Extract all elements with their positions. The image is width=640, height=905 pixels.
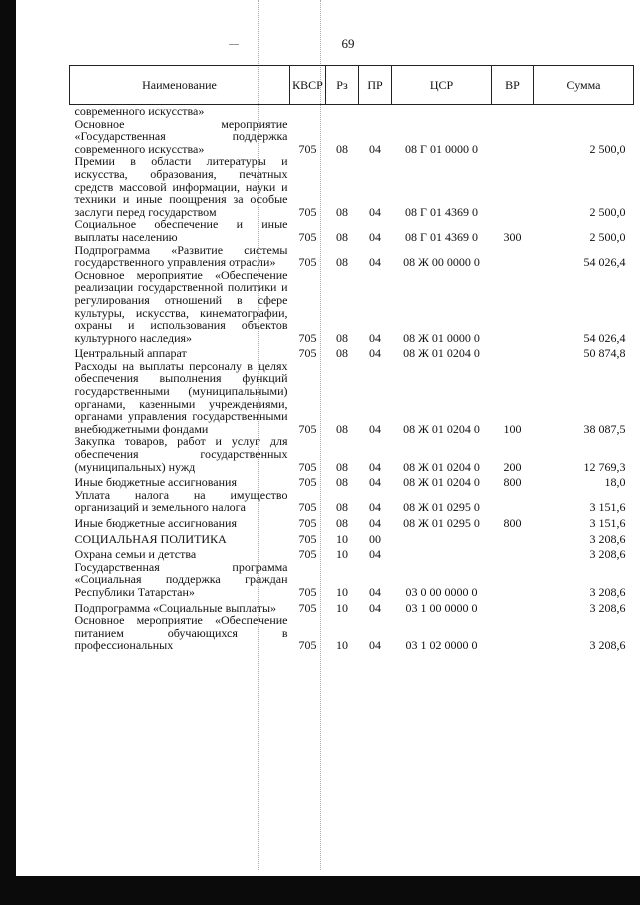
row-kvsr: 705: [298, 500, 317, 515]
header-kvsr: КВСР: [290, 66, 326, 105]
row-vr: [492, 155, 534, 218]
row-csr: 08 Г 01 0000 0: [405, 141, 478, 156]
row-pr: 04: [369, 229, 381, 244]
row-name: Уплата налога на имущество организаций и земельного налога: [74, 487, 288, 515]
row-name: Основное мероприятие «Обеспечение реализации государственной политики и регулирования отношений в сфере культуры, искусства, кинематографии, охраны и использования объектов культурного наследия»: [74, 267, 288, 345]
row-vr: [492, 614, 534, 652]
row-vr: [492, 489, 534, 514]
table-row: [70, 269, 634, 345]
row-sum: 38 087,5: [583, 421, 626, 436]
row-name: СОЦИАЛЬНАЯ ПОЛИТИКА: [74, 531, 227, 546]
row-vr: [492, 545, 534, 561]
row-name: Государственная программа «Социальная поддержка граждан Республики Татарстан»: [74, 559, 288, 599]
table-header-row: [70, 66, 634, 105]
header-pr: ПР: [359, 66, 392, 105]
row-kvsr: 705: [298, 547, 317, 562]
row-csr: 08 Ж 01 0000 0: [403, 330, 480, 345]
row-csr: 08 Г 01 4369 0: [405, 204, 478, 219]
row-rz: 08: [336, 459, 348, 474]
row-sum: 3 208,6: [589, 600, 626, 615]
row-name: Подпрограмма «Социальные выплаты»: [74, 600, 277, 615]
row-kvsr: [290, 105, 326, 118]
row-pr: [359, 105, 392, 118]
header-csr: ЦСР: [392, 66, 492, 105]
row-sum: 12 769,3: [583, 459, 626, 474]
row-pr: 04: [369, 547, 381, 562]
row-csr: 08 Ж 01 0204 0: [403, 346, 480, 361]
row-kvsr: 705: [298, 330, 317, 345]
row-rz: 10: [336, 600, 348, 615]
scan-border-left: [0, 0, 16, 905]
page-number: 69: [341, 36, 355, 51]
row-name: Закупка товаров, работ и услуг для обеспечения государственных (муниципальных) нужд: [74, 434, 288, 474]
row-rz: 08: [336, 330, 348, 345]
row-name: Основное мероприятие «Обеспечение питанием обучающихся в профессиональных: [74, 613, 288, 653]
row-csr: [392, 530, 492, 546]
row-rz: 10: [336, 638, 348, 653]
row-sum: 54 026,4: [583, 330, 626, 345]
table-row: [70, 614, 634, 652]
table-row: [70, 489, 634, 514]
row-kvsr: 705: [298, 638, 317, 653]
row-sum: 3 208,6: [589, 584, 626, 599]
row-sum: 18,0: [604, 475, 626, 490]
row-sum: 3 151,6: [589, 500, 626, 515]
row-vr: 800: [503, 475, 522, 490]
table-row: [70, 561, 634, 599]
row-vr: [492, 561, 534, 599]
row-pr: 04: [369, 584, 381, 599]
table-row: [70, 118, 634, 156]
row-vr: 100: [503, 421, 522, 436]
row-name: Центральный аппарат: [74, 346, 187, 361]
table-row: [70, 530, 634, 546]
row-pr: 04: [369, 638, 381, 653]
row-kvsr: 705: [298, 531, 317, 546]
row-vr: [492, 269, 534, 345]
row-sum: 3 208,6: [589, 638, 626, 653]
table-row: [70, 244, 634, 269]
row-csr: 08 Ж 01 0204 0: [403, 421, 480, 436]
scan-border-bottom: [0, 876, 640, 905]
row-kvsr: 705: [298, 459, 317, 474]
row-kvsr: 705: [298, 255, 317, 270]
row-rz: 08: [336, 500, 348, 515]
row-kvsr: 705: [298, 475, 317, 490]
row-vr: [492, 118, 534, 156]
row-csr: [392, 105, 492, 118]
row-vr: 300: [503, 229, 522, 244]
table-row: [70, 344, 634, 360]
row-rz: 08: [336, 229, 348, 244]
header-rz: Рз: [326, 66, 359, 105]
table-row: [70, 514, 634, 530]
row-pr: 04: [369, 141, 381, 156]
row-kvsr: 705: [298, 584, 317, 599]
row-sum: 3 151,6: [589, 516, 626, 530]
row-sum: 2 500,0: [589, 229, 626, 244]
row-name: Основное мероприятие «Государственная поддержка современного искусства»: [74, 116, 288, 156]
row-pr: 04: [369, 204, 381, 219]
row-kvsr: 705: [298, 346, 317, 361]
row-name: Расходы на выплаты персоналу в целях обеспечения выполнения функций государственными (муниципальными) органами, казенными учреждениями, органами управления государственными внебюджетными фондами: [74, 358, 288, 436]
row-vr: 200: [503, 459, 522, 474]
row-csr: 08 Ж 01 0204 0: [403, 459, 480, 474]
table-row: [70, 218, 634, 243]
row-pr: 00: [369, 531, 381, 546]
row-pr: 04: [369, 600, 381, 615]
row-rz: 08: [336, 421, 348, 436]
row-csr: 08 Ж 00 0000 0: [403, 255, 480, 270]
row-rz: 08: [336, 516, 348, 530]
row-name: Иные бюджетные ассигнования: [74, 475, 237, 490]
row-rz: [326, 105, 359, 118]
row-sum: 2 500,0: [589, 141, 626, 156]
row-name: Социальное обеспечение и иные выплаты населению: [74, 217, 288, 244]
row-name: Премии в области литературы и искусства, образования, печатных средств массовой информации, науки и техники и иные поощрения за особые заслуги перед государством: [74, 154, 288, 219]
table-row: [70, 599, 634, 615]
row-sum: [534, 105, 634, 118]
row-sum: 54 026,4: [583, 255, 626, 270]
row-pr: 04: [369, 459, 381, 474]
table-row: [70, 473, 634, 489]
row-csr: [392, 545, 492, 561]
row-sum: 50 874,8: [583, 346, 626, 361]
table-row: [70, 155, 634, 218]
row-sum: 3 208,6: [589, 531, 626, 546]
row-rz: 08: [336, 255, 348, 270]
page-mark: [229, 44, 239, 45]
row-vr: 800: [503, 516, 522, 530]
row-vr: [492, 530, 534, 546]
row-sum: 3 208,6: [589, 547, 626, 562]
row-name: Иные бюджетные ассигнования: [74, 516, 237, 530]
row-kvsr: 705: [298, 600, 317, 615]
row-rz: 08: [336, 346, 348, 361]
header-vr: ВР: [492, 66, 534, 105]
row-vr: [492, 244, 534, 269]
header-name: Наименование: [70, 66, 290, 105]
row-csr: 08 Ж 01 0204 0: [403, 475, 480, 490]
row-pr: 04: [369, 516, 381, 530]
row-vr: [492, 599, 534, 615]
row-kvsr: 705: [298, 141, 317, 156]
row-pr: 04: [369, 346, 381, 361]
row-rz: 10: [336, 531, 348, 546]
row-kvsr: 705: [298, 204, 317, 219]
row-kvsr: 705: [298, 516, 317, 530]
header-sum: Сумма: [534, 66, 634, 105]
row-pr: 04: [369, 500, 381, 515]
row-kvsr: 705: [298, 421, 317, 436]
row-pr: 04: [369, 330, 381, 345]
row-csr: 03 1 02 0000 0: [405, 638, 478, 653]
row-csr: 08 Ж 01 0295 0: [403, 500, 480, 515]
row-name: Охрана семьи и детства: [74, 547, 197, 562]
row-csr: 03 0 00 0000 0: [405, 584, 478, 599]
row-csr: 03 1 00 0000 0: [405, 600, 478, 615]
row-rz: 08: [336, 475, 348, 490]
row-rz: 10: [336, 584, 348, 599]
row-vr: [492, 105, 534, 118]
table-row: [70, 435, 634, 473]
table-row: [70, 545, 634, 561]
table-row: [70, 105, 634, 118]
row-pr: 04: [369, 255, 381, 270]
row-pr: 04: [369, 475, 381, 490]
budget-table: [69, 65, 634, 652]
row-rz: 08: [336, 204, 348, 219]
row-sum: 2 500,0: [589, 204, 626, 219]
table-row: [70, 360, 634, 436]
row-pr: 04: [369, 421, 381, 436]
row-csr: 08 Г 01 4369 0: [405, 229, 478, 244]
row-name: современного искусства»: [74, 104, 205, 118]
row-vr: [492, 344, 534, 360]
row-csr: 08 Ж 01 0295 0: [403, 516, 480, 530]
row-name: Подпрограмма «Развитие системы государственного управления отрасли»: [74, 242, 288, 270]
row-rz: 10: [336, 547, 348, 562]
row-kvsr: 705: [298, 229, 317, 244]
row-rz: 08: [336, 141, 348, 156]
